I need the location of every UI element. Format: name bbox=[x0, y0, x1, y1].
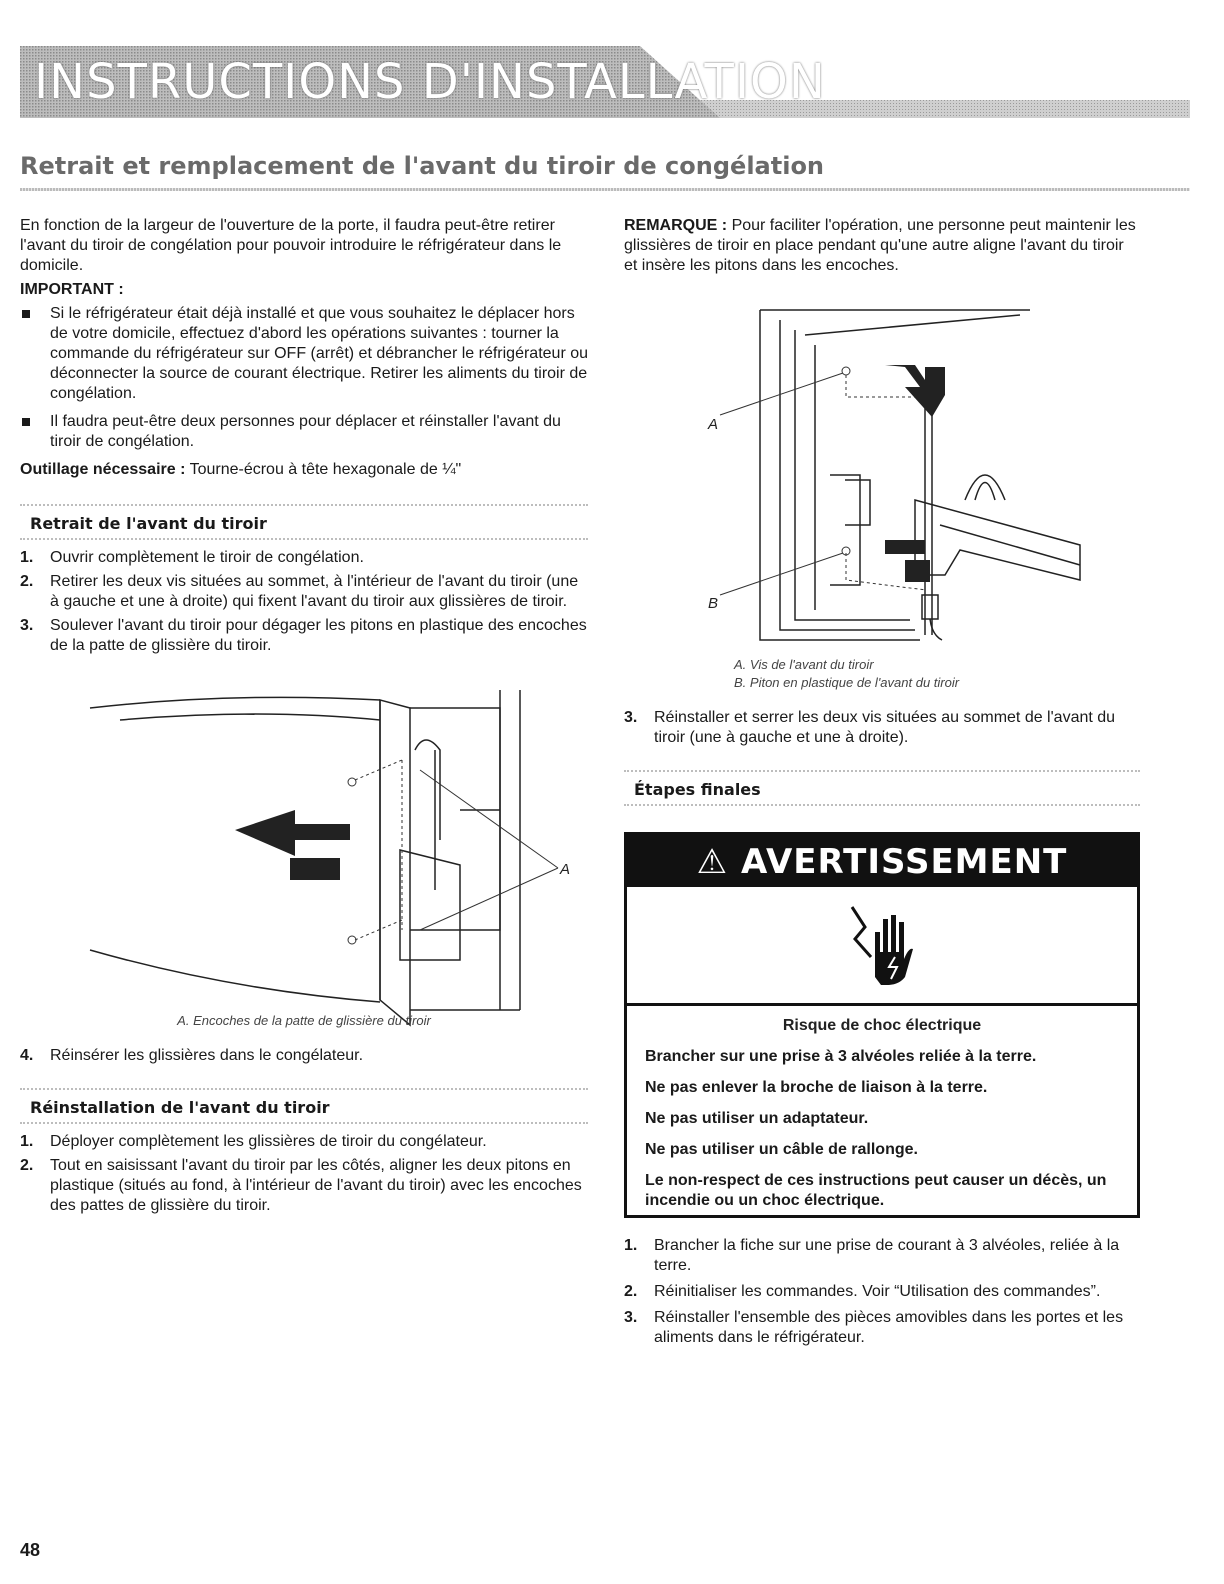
note-paragraph bbox=[624, 216, 1140, 276]
step-text: Brancher la fiche sur une prise de courant à 3 alvéoles, reliée à la terre. bbox=[654, 1237, 1120, 1274]
step-text: Réinsérer les glissières dans le congélateur. bbox=[50, 1047, 364, 1064]
step-number: 1. bbox=[20, 1133, 34, 1150]
bullet-square-icon bbox=[22, 310, 30, 318]
step-text: Ouvrir complètement le tiroir de congélation. bbox=[50, 549, 364, 566]
warning-line: Ne pas enlever la broche de liaison à la terre. bbox=[645, 1079, 988, 1096]
list-item bbox=[20, 1046, 588, 1066]
warning-line: Le non-respect de ces instructions peut causer un décès, un incendie ou un choc électrique. bbox=[645, 1172, 1107, 1209]
tools-text: Tourne-écrou à tête hexagonale de ¼" bbox=[189, 461, 462, 478]
bullet-square-icon bbox=[22, 418, 30, 426]
right-column-lower bbox=[624, 656, 1140, 806]
final-steps-subheading: Étapes finales bbox=[624, 770, 1140, 806]
list-item bbox=[624, 1282, 1140, 1302]
title-divider bbox=[20, 188, 1190, 191]
warning-box bbox=[624, 832, 1140, 1218]
tools-line bbox=[20, 460, 588, 480]
removal-subheading: Retrait de l'avant du tiroir bbox=[20, 504, 588, 540]
warning-header bbox=[627, 835, 1137, 887]
bullet-text: Il faudra peut-être deux personnes pour déplacer et réinstaller l'avant du tiroir de congélation. bbox=[50, 413, 561, 450]
page-number: 48 bbox=[20, 1540, 41, 1560]
warning-line: Brancher sur une prise à 3 alvéoles reliée à la terre. bbox=[645, 1048, 1037, 1065]
step-text: Réinstaller et serrer les deux vis situées au sommet de l'avant du tiroir (une à gauche et une à droite). bbox=[654, 709, 1116, 746]
warning-title: AVERTISSEMENT bbox=[740, 842, 1068, 882]
step-text: Réinstaller l'ensemble des pièces amovibles dans les portes et les aliments dans le réfrigérateur. bbox=[654, 1309, 1124, 1346]
list-item bbox=[624, 1308, 1140, 1348]
step-number: 3. bbox=[624, 709, 638, 726]
list-item bbox=[20, 572, 588, 612]
tools-label: Outillage nécessaire : bbox=[20, 461, 186, 478]
important-label: IMPORTANT : bbox=[20, 281, 124, 298]
warning-line: Ne pas utiliser un adaptateur. bbox=[645, 1110, 869, 1127]
step-text: Soulever l'avant du tiroir pour dégager les pitons en plastique des encoches de la patte de glissière du tiroir. bbox=[50, 617, 587, 654]
drawer-reinstall-figure bbox=[700, 305, 1090, 650]
step-number: 3. bbox=[20, 617, 34, 634]
step-number: 2. bbox=[20, 1157, 34, 1174]
header-banner bbox=[20, 46, 1190, 118]
figure-caption-a: A. Vis de l'avant du tiroir bbox=[734, 657, 874, 672]
step-number: 1. bbox=[20, 549, 34, 566]
step-number: 2. bbox=[624, 1283, 638, 1300]
reinstall-subheading: Réinstallation de l'avant du tiroir bbox=[20, 1088, 588, 1124]
list-item bbox=[20, 412, 588, 452]
warning-body bbox=[627, 1006, 1137, 1211]
final-steps-list bbox=[624, 1236, 1140, 1348]
bullet-text: Si le réfrigérateur était déjà installé et que vous souhaitez le déplacer hors de votre domicile, effectuez d'abord les opérations suivantes : tourner la commande du réfrigérateur sur OFF (arrêt) et débrancher le réfrigérateur ou déconnecter la source de courant électrique. Retirer les aliments du tiroir de congélation. bbox=[50, 305, 589, 402]
figure-label-a: A bbox=[708, 416, 719, 433]
note-text: Pour faciliter l'opération, une personne peut maintenir les glissières de tiroir en place pendant qu'une autre aligne l'avant du tiroir et insère les pitons dans les encoches. bbox=[624, 217, 1136, 274]
figure-caption-b: B. Piton en plastique de l'avant du tiroir bbox=[734, 675, 960, 690]
step-number: 3. bbox=[624, 1309, 638, 1326]
warning-line: Ne pas utiliser un câble de rallonge. bbox=[645, 1141, 918, 1158]
step-text: Tout en saisissant l'avant du tiroir par les côtés, aligner les deux pitons en plastique (situés au fond, à l'intérieur de l'avant du tiroir) avec les encoches des pattes de glissière du tiroir. bbox=[50, 1157, 582, 1214]
list-item bbox=[624, 1236, 1140, 1276]
banner-title: INSTRUCTIONS D'INSTALLATION bbox=[34, 54, 826, 110]
electric-shock-hand-icon bbox=[847, 897, 917, 987]
step-text: Déployer complètement les glissières de tiroir du congélateur. bbox=[50, 1133, 487, 1150]
intro-paragraph: En fonction de la largeur de l'ouverture de la porte, il faudra peut-être retirer l'avant du tiroir de congélation pour pouvoir introduire le réfrigérateur dans le domicile. bbox=[20, 217, 562, 274]
list-item bbox=[20, 616, 588, 656]
right-column bbox=[624, 216, 1140, 276]
drawer-removal-figure bbox=[80, 690, 580, 1030]
left-column bbox=[20, 216, 588, 656]
note-label: REMARQUE : bbox=[624, 217, 728, 234]
warning-icon-area bbox=[627, 887, 1137, 1006]
warning-triangle-icon: ⚠ bbox=[696, 842, 729, 882]
list-item bbox=[20, 1156, 588, 1216]
step-text: Réinitialiser les commandes. Voir “Utilisation des commandes”. bbox=[654, 1283, 1101, 1300]
figure-label-b: B bbox=[708, 595, 719, 612]
list-item bbox=[20, 548, 588, 568]
step-number: 1. bbox=[624, 1237, 638, 1254]
section-title: Retrait et remplacement de l'avant du tiroir de congélation bbox=[20, 152, 825, 180]
list-item bbox=[20, 1132, 588, 1152]
list-item bbox=[624, 708, 1140, 748]
step-number: 2. bbox=[20, 573, 34, 590]
figure-label-a: A bbox=[560, 861, 571, 878]
left-column-lower bbox=[20, 1012, 588, 1216]
figure-caption: A. Encoches de la patte de glissière du tiroir bbox=[177, 1013, 431, 1028]
list-item bbox=[20, 304, 588, 404]
step-number: 4. bbox=[20, 1047, 34, 1064]
warning-hazard: Risque de choc électrique bbox=[782, 1017, 982, 1034]
step-text: Retirer les deux vis situées au sommet, à l'intérieur de l'avant du tiroir (une à gauche et une à droite) qui fixent l'avant du tiroir aux glissières de tiroir. bbox=[50, 573, 579, 610]
